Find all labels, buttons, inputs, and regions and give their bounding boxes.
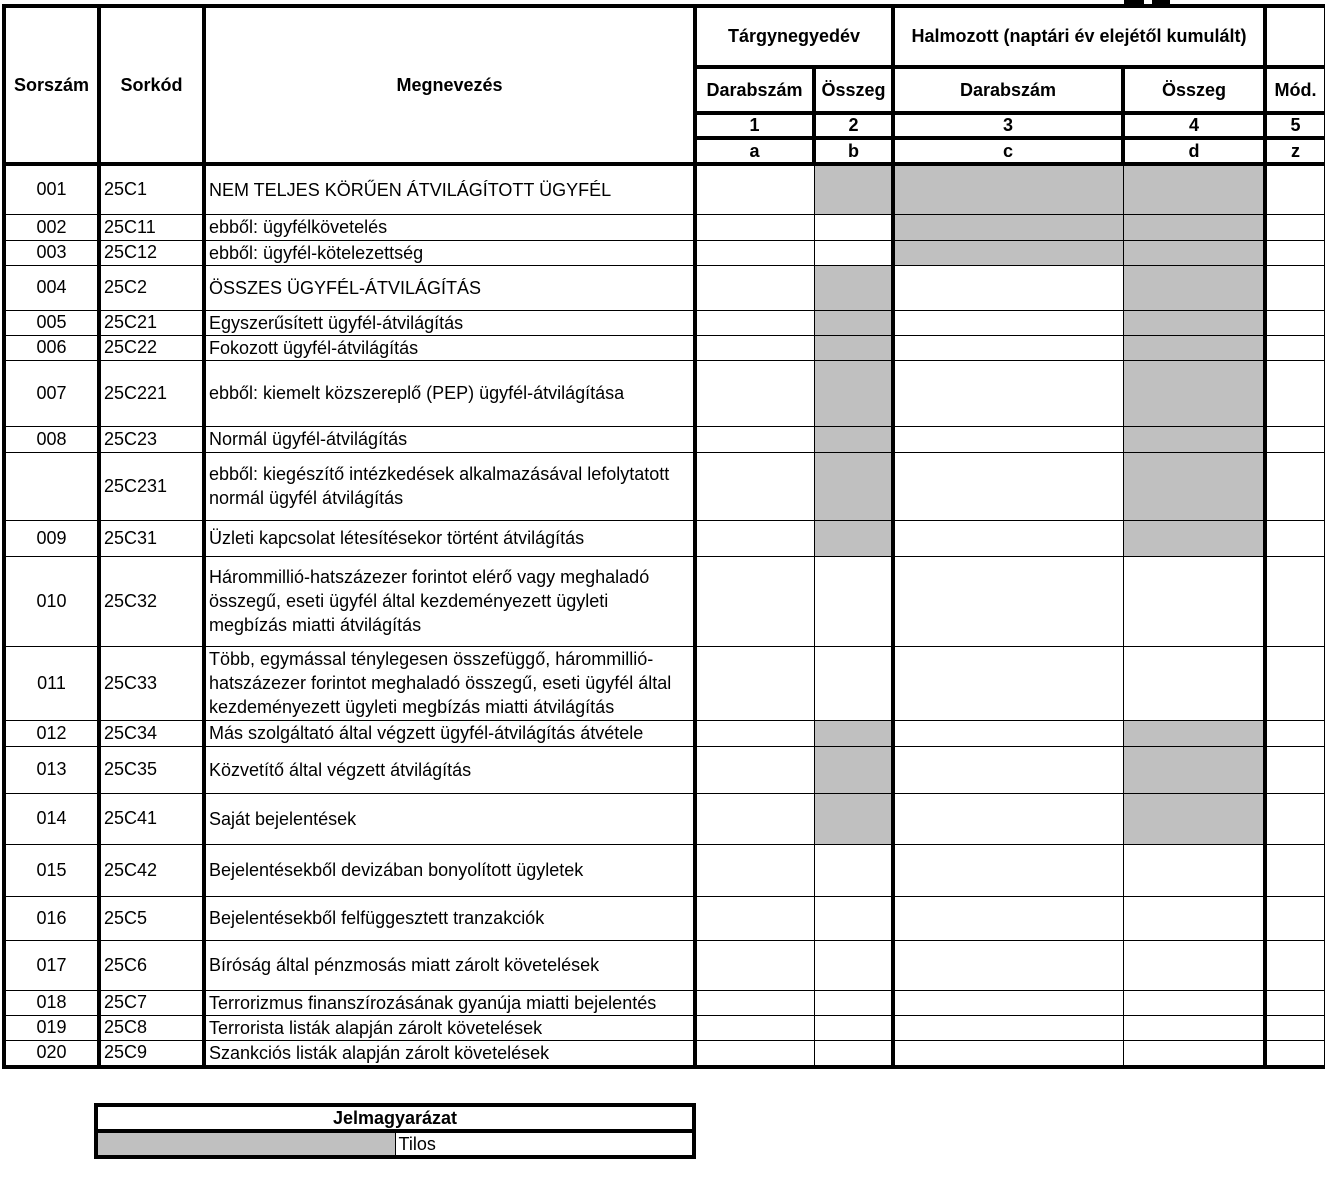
col-letter: z [1265,138,1325,164]
input-cell-mod[interactable] [1265,452,1325,520]
input-cell-mod[interactable] [1265,240,1325,265]
input-cell-osszeg-b[interactable] [814,1015,893,1040]
legend-swatch [96,1131,395,1157]
row-megnevezes: Terrorista listák alapján zárolt követelések [204,1015,695,1040]
header-group-targynegyedev: Tárgynegyedév [695,6,893,67]
input-cell-mod[interactable] [1265,164,1325,214]
table-row [4,646,1325,720]
input-cell-mod[interactable] [1265,214,1325,240]
table-row [4,426,1325,452]
table-row [4,844,1325,896]
row-megnevezes: Közvetítő által végzett átvilágítás [204,746,695,793]
input-cell-darabszam-a[interactable] [695,164,814,214]
row-sorszam: 007 [4,360,99,426]
row-megnevezes: Egyszerűsített ügyfél-átvilágítás [204,310,695,335]
row-sorkod: 25C221 [99,360,204,426]
forbidden-cell [814,452,893,520]
input-cell-darabszam-a[interactable] [695,844,814,896]
input-cell-mod[interactable] [1265,940,1325,990]
row-sorkod: 25C34 [99,720,204,746]
forbidden-cell [1123,793,1265,844]
row-sorkod: 25C33 [99,646,204,720]
forbidden-cell [893,214,1123,240]
input-cell-mod[interactable] [1265,426,1325,452]
forbidden-cell [1123,520,1265,556]
input-cell-mod[interactable] [1265,360,1325,426]
header-darabszam-c: Darabszám [893,67,1123,113]
input-cell-osszeg-b[interactable] [814,556,893,646]
input-cell-mod[interactable] [1265,793,1325,844]
row-sorkod: 25C11 [99,214,204,240]
row-sorszam: 016 [4,896,99,940]
input-cell-osszeg-d[interactable] [1123,646,1265,720]
row-megnevezes: Bíróság által pénzmosás miatt zárolt követelések [204,940,695,990]
forbidden-cell [1123,214,1265,240]
input-cell-osszeg-d[interactable] [1123,896,1265,940]
col-letter: c [893,138,1123,164]
input-cell-darabszam-a[interactable] [695,520,814,556]
row-sorszam: 008 [4,426,99,452]
input-cell-darabszam-a[interactable] [695,646,814,720]
table-row [4,520,1325,556]
input-cell-darabszam-c[interactable] [893,720,1123,746]
table-row [4,990,1325,1015]
input-cell-osszeg-b[interactable] [814,240,893,265]
row-sorszam: 003 [4,240,99,265]
forbidden-cell [1123,240,1265,265]
input-cell-osszeg-d[interactable] [1123,1015,1265,1040]
table-row [4,896,1325,940]
header-mod: Mód. [1265,67,1325,113]
input-cell-darabszam-a[interactable] [695,940,814,990]
forbidden-cell [1123,360,1265,426]
forbidden-cell [1123,164,1265,214]
forbidden-cell [814,520,893,556]
header-group-halmozott: Halmozott (naptári év elejétől kumulált) [893,6,1265,67]
input-cell-osszeg-b[interactable] [814,1040,893,1067]
input-cell-mod[interactable] [1265,896,1325,940]
forbidden-cell [1123,265,1265,310]
row-megnevezes: ebből: ügyfél-kötelezettség [204,240,695,265]
forbidden-cell [1123,310,1265,335]
row-megnevezes: NEM TELJES KÖRŰEN ÁTVILÁGÍTOTT ÜGYFÉL [204,164,695,214]
row-sorkod: 25C31 [99,520,204,556]
row-megnevezes: Terrorizmus finanszírozásának gyanúja miatti bejelentés [204,990,695,1015]
input-cell-darabszam-a[interactable] [695,556,814,646]
forbidden-cell [814,746,893,793]
forbidden-cell [814,164,893,214]
row-megnevezes: Saját bejelentések [204,793,695,844]
col-letter: b [814,138,893,164]
row-sorkod: 25C8 [99,1015,204,1040]
input-cell-darabszam-a[interactable] [695,360,814,426]
row-sorkod: 25C9 [99,1040,204,1067]
input-cell-osszeg-b[interactable] [814,940,893,990]
header-sorszam: Sorszám [4,6,99,164]
input-cell-osszeg-b[interactable] [814,990,893,1015]
input-cell-darabszam-c[interactable] [893,646,1123,720]
table-row [4,310,1325,335]
row-sorszam: 006 [4,335,99,360]
input-cell-darabszam-a[interactable] [695,793,814,844]
legend-title: Jelmagyarázat [96,1105,694,1131]
report-table [2,4,1325,1069]
input-cell-mod[interactable] [1265,520,1325,556]
table-row [4,940,1325,990]
table-row [4,265,1325,310]
input-cell-darabszam-a[interactable] [695,720,814,746]
input-cell-darabszam-c[interactable] [893,1015,1123,1040]
row-sorkod: 25C22 [99,335,204,360]
row-sorszam: 014 [4,793,99,844]
input-cell-darabszam-c[interactable] [893,335,1123,360]
input-cell-darabszam-c[interactable] [893,746,1123,793]
forbidden-cell [1123,452,1265,520]
header-empty-cell [1265,6,1325,67]
forbidden-cell [1123,426,1265,452]
input-cell-darabszam-c[interactable] [893,1040,1123,1067]
input-cell-osszeg-d[interactable] [1123,556,1265,646]
forbidden-cell [814,793,893,844]
row-sorkod: 25C7 [99,990,204,1015]
row-megnevezes: ebből: ügyfélkövetelés [204,214,695,240]
row-megnevezes: Bejelentésekből devizában bonyolított ügyletek [204,844,695,896]
input-cell-darabszam-a[interactable] [695,452,814,520]
row-sorszam: 017 [4,940,99,990]
col-number: 4 [1123,113,1265,138]
row-megnevezes: Hárommillió-hatszázezer forintot elérő vagy meghaladó összegű, eseti ügyfél által kezdeményezett ügyleti megbízás miatti átvilágítás [204,556,695,646]
input-cell-osszeg-d[interactable] [1123,1040,1265,1067]
header-sorkod: Sorkód [99,6,204,164]
header-megnevezes: Megnevezés [204,6,695,164]
col-number: 5 [1265,113,1325,138]
row-sorszam: 001 [4,164,99,214]
table-row [4,360,1325,426]
input-cell-osszeg-b[interactable] [814,646,893,720]
forbidden-cell [893,164,1123,214]
header-osszeg-d: Összeg [1123,67,1265,113]
forbidden-cell [1123,746,1265,793]
row-sorszam: 015 [4,844,99,896]
row-megnevezes: ebből: kiegészítő intézkedések alkalmazásával lefolytatott normál ügyfél átvilágítás [204,452,695,520]
input-cell-darabszam-c[interactable] [893,940,1123,990]
row-sorkod: 25C6 [99,940,204,990]
input-cell-mod[interactable] [1265,646,1325,720]
table-row [4,1040,1325,1067]
row-megnevezes: ÖSSZES ÜGYFÉL-ÁTVILÁGÍTÁS [204,265,695,310]
legend-table [94,1103,696,1159]
table-row [4,556,1325,646]
forbidden-cell [893,240,1123,265]
input-cell-osszeg-b[interactable] [814,896,893,940]
row-sorkod: 25C32 [99,556,204,646]
forbidden-cell [814,360,893,426]
row-sorszam: 005 [4,310,99,335]
row-sorkod: 25C23 [99,426,204,452]
row-sorszam: 009 [4,520,99,556]
input-cell-mod[interactable] [1265,265,1325,310]
input-cell-darabszam-a[interactable] [695,746,814,793]
input-cell-darabszam-c[interactable] [893,360,1123,426]
input-cell-darabszam-a[interactable] [695,896,814,940]
table-row [4,452,1325,520]
input-cell-osszeg-d[interactable] [1123,990,1265,1015]
input-cell-mod[interactable] [1265,844,1325,896]
input-cell-mod[interactable] [1265,1040,1325,1067]
row-sorszam: 011 [4,646,99,720]
col-number: 1 [695,113,814,138]
row-sorszam: 012 [4,720,99,746]
input-cell-darabszam-a[interactable] [695,1040,814,1067]
row-sorkod: 25C42 [99,844,204,896]
row-megnevezes: Más szolgáltató által végzett ügyfél-átvilágítás átvétele [204,720,695,746]
input-cell-mod[interactable] [1265,990,1325,1015]
row-sorszam: 018 [4,990,99,1015]
input-cell-darabszam-a[interactable] [695,335,814,360]
col-number: 2 [814,113,893,138]
row-megnevezes: Több, egymással ténylegesen összefüggő, hárommillió-hatszázezer forintot meghaladó összegű, eseti ügyfél által kezdeményezett ügyleti megbízás miatti átvilágítás [204,646,695,720]
input-cell-mod[interactable] [1265,1015,1325,1040]
table-row [4,1015,1325,1040]
input-cell-mod[interactable] [1265,335,1325,360]
forbidden-cell [1123,335,1265,360]
input-cell-darabszam-c[interactable] [893,990,1123,1015]
legend-label: Tilos [395,1131,694,1157]
row-sorszam: 019 [4,1015,99,1040]
forbidden-cell [814,426,893,452]
row-megnevezes: Üzleti kapcsolat létesítésekor történt átvilágítás [204,520,695,556]
col-letter: a [695,138,814,164]
row-sorszam: 002 [4,214,99,240]
row-megnevezes: ebből: kiemelt közszereplő (PEP) ügyfél-átvilágítása [204,360,695,426]
forbidden-cell [814,335,893,360]
input-cell-osszeg-d[interactable] [1123,940,1265,990]
input-cell-darabszam-a[interactable] [695,265,814,310]
table-row [4,793,1325,844]
input-cell-darabszam-c[interactable] [893,896,1123,940]
table-row [4,746,1325,793]
input-cell-darabszam-a[interactable] [695,426,814,452]
row-megnevezes: Bejelentésekből felfüggesztett tranzakciók [204,896,695,940]
row-sorszam: 020 [4,1040,99,1067]
input-cell-darabszam-a[interactable] [695,240,814,265]
input-cell-mod[interactable] [1265,746,1325,793]
forbidden-cell [814,310,893,335]
table-row [4,164,1325,214]
forbidden-cell [814,265,893,310]
input-cell-darabszam-c[interactable] [893,265,1123,310]
row-megnevezes: Normál ügyfél-átvilágítás [204,426,695,452]
table-row [4,214,1325,240]
row-sorkod: 25C35 [99,746,204,793]
input-cell-darabszam-a[interactable] [695,1015,814,1040]
row-megnevezes: Szankciós listák alapján zárolt követelések [204,1040,695,1067]
row-sorkod: 25C41 [99,793,204,844]
input-cell-darabszam-c[interactable] [893,452,1123,520]
input-cell-darabszam-c[interactable] [893,793,1123,844]
input-cell-darabszam-c[interactable] [893,844,1123,896]
row-sorkod: 25C21 [99,310,204,335]
row-sorkod: 25C2 [99,265,204,310]
row-sorszam [4,452,99,520]
input-cell-osszeg-b[interactable] [814,844,893,896]
row-sorszam: 010 [4,556,99,646]
forbidden-cell [814,720,893,746]
row-megnevezes: Fokozott ügyfél-átvilágítás [204,335,695,360]
input-cell-osszeg-d[interactable] [1123,844,1265,896]
table-row [4,335,1325,360]
row-sorkod: 25C231 [99,452,204,520]
input-cell-darabszam-c[interactable] [893,426,1123,452]
input-cell-darabszam-a[interactable] [695,214,814,240]
header-darabszam-a: Darabszám [695,67,814,113]
input-cell-mod[interactable] [1265,310,1325,335]
input-cell-darabszam-c[interactable] [893,520,1123,556]
col-number: 3 [893,113,1123,138]
input-cell-darabszam-c[interactable] [893,310,1123,335]
input-cell-mod[interactable] [1265,556,1325,646]
row-sorkod: 25C1 [99,164,204,214]
input-cell-osszeg-b[interactable] [814,214,893,240]
forbidden-cell [1123,720,1265,746]
header-osszeg-b: Összeg [814,67,893,113]
col-letter: d [1123,138,1265,164]
row-sorszam: 004 [4,265,99,310]
table-row [4,720,1325,746]
input-cell-darabszam-a[interactable] [695,310,814,335]
input-cell-mod[interactable] [1265,720,1325,746]
row-sorszam: 013 [4,746,99,793]
input-cell-darabszam-c[interactable] [893,556,1123,646]
row-sorkod: 25C12 [99,240,204,265]
input-cell-darabszam-a[interactable] [695,990,814,1015]
table-row [4,240,1325,265]
row-sorkod: 25C5 [99,896,204,940]
table-body [4,164,1325,1067]
